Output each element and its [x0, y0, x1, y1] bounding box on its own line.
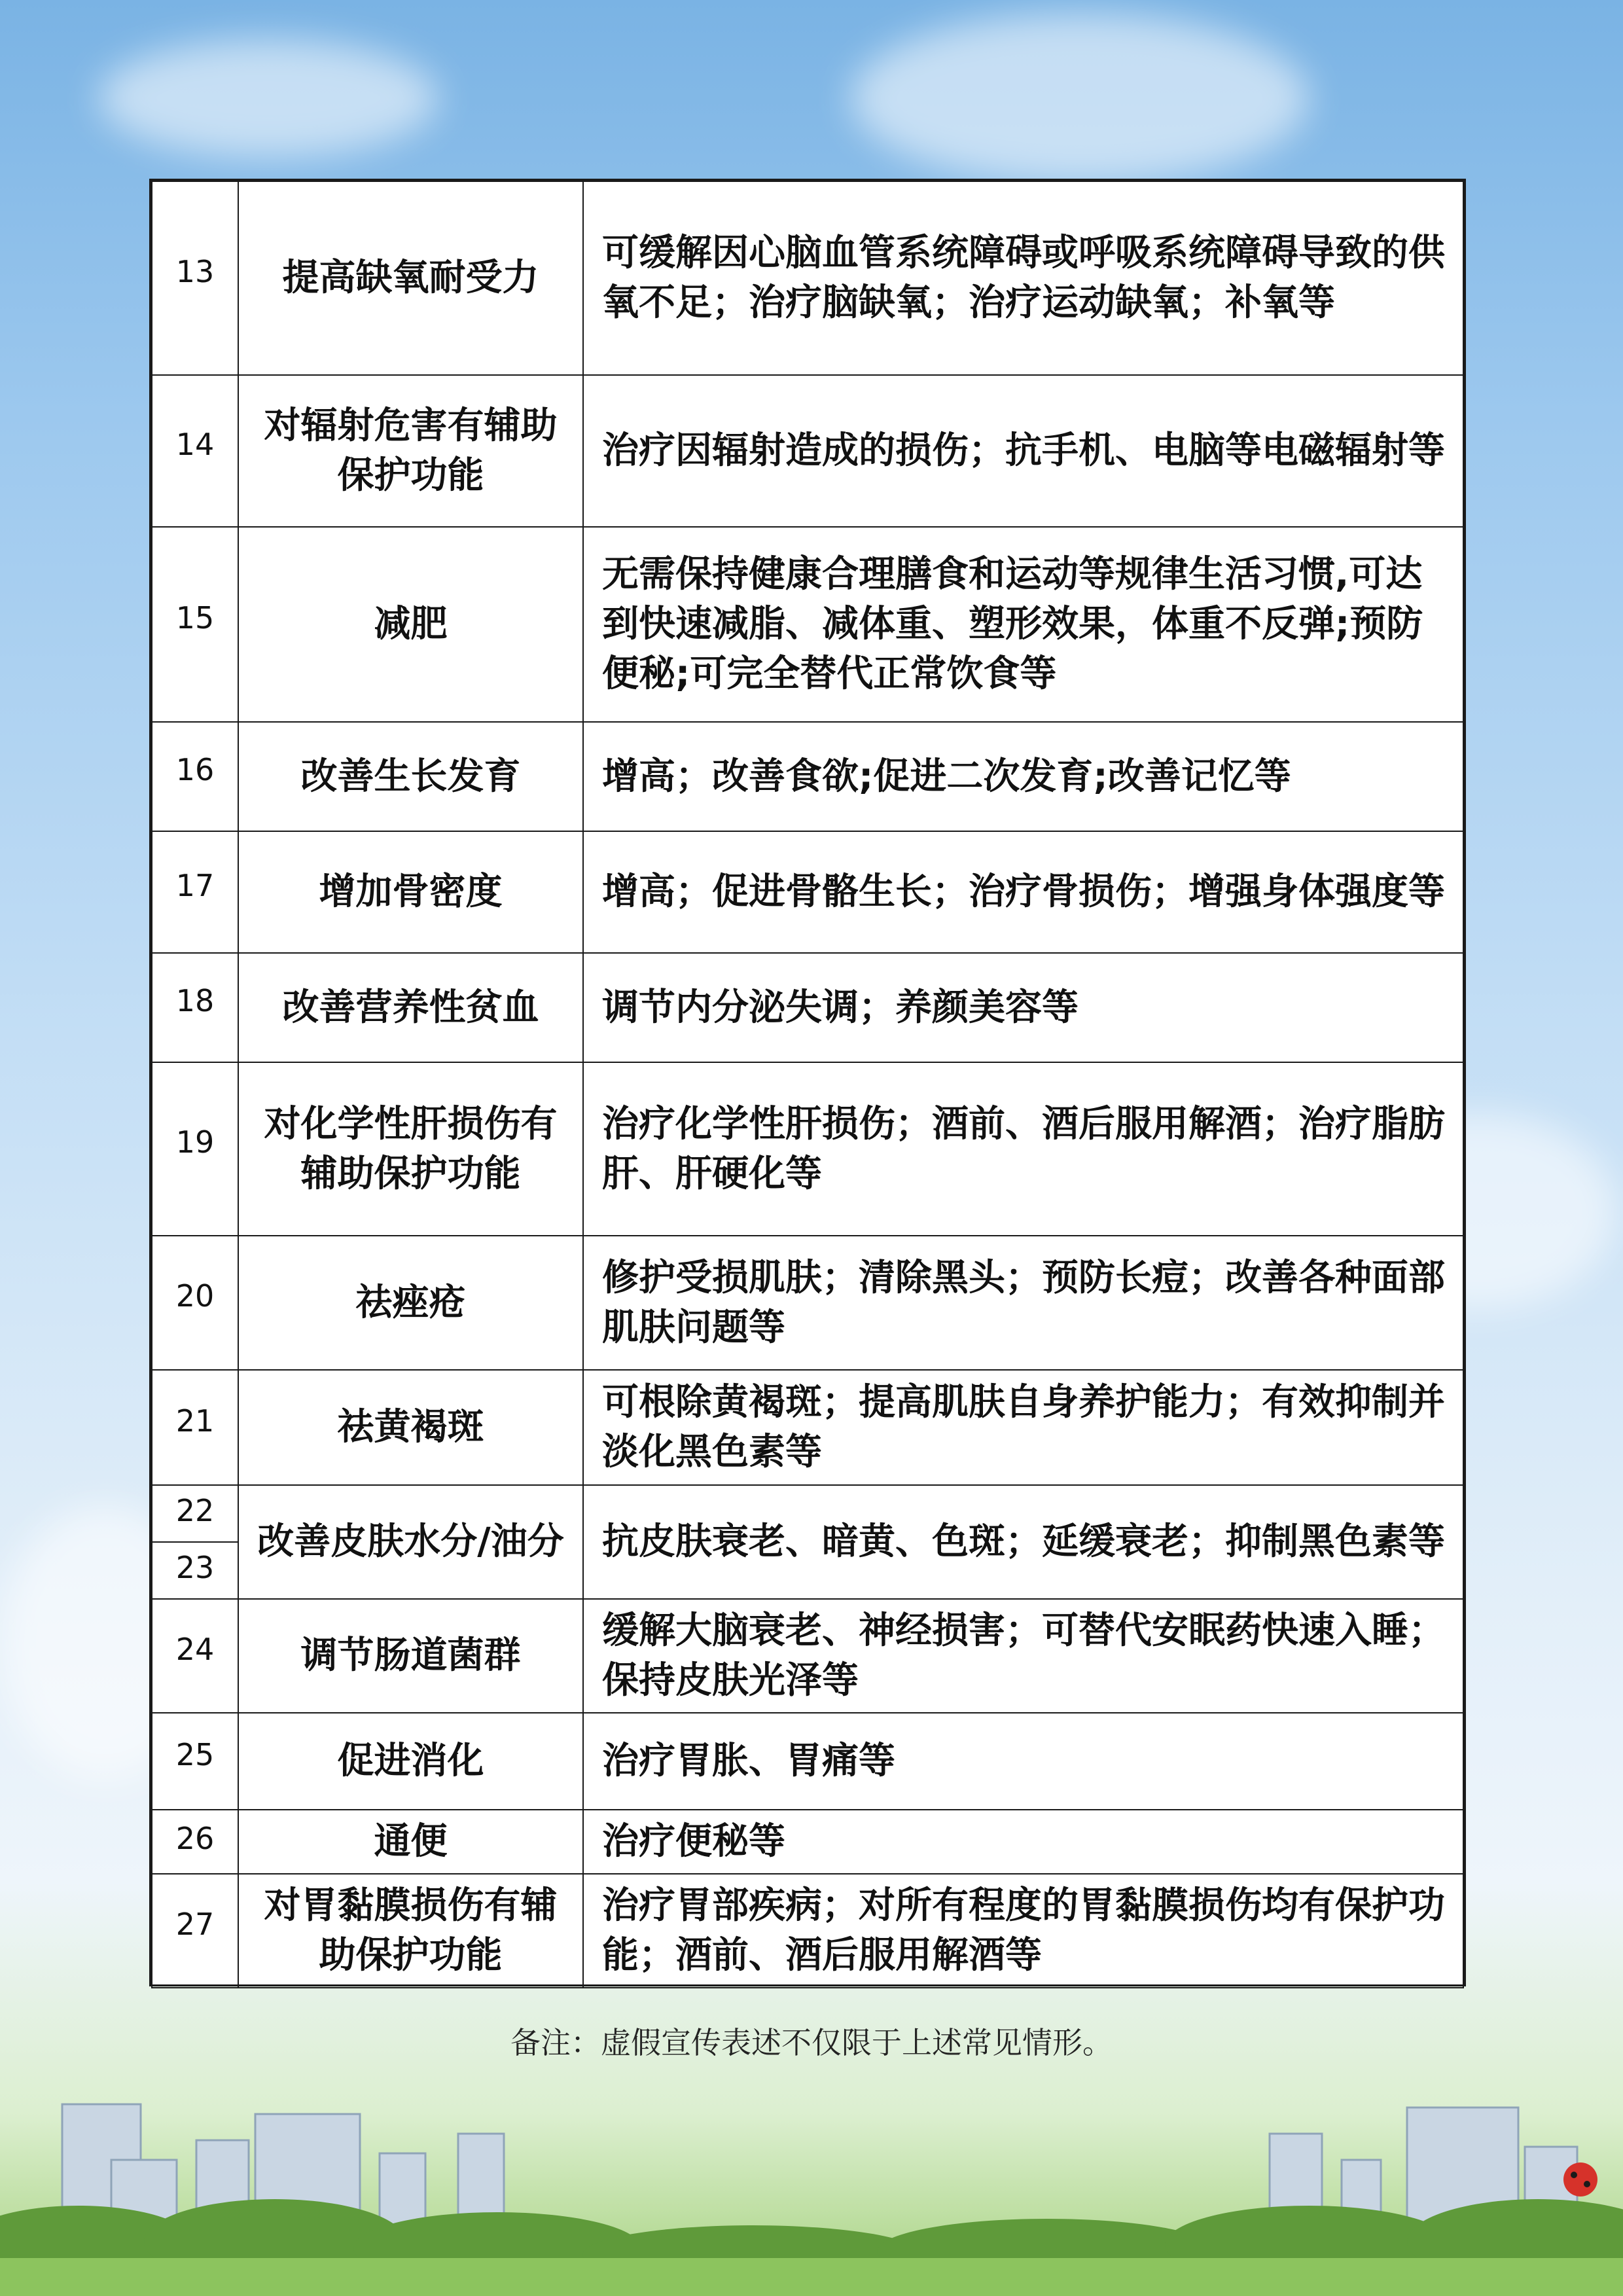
- false-claims-table: [151, 181, 1464, 1988]
- row-number: 25: [152, 1713, 238, 1810]
- table-row: [152, 1370, 1463, 1485]
- table-row: [152, 722, 1463, 831]
- function-name: 改善营养性贫血: [238, 953, 583, 1062]
- function-name: 改善皮肤水分/油分: [238, 1485, 583, 1599]
- table-row: [152, 953, 1463, 1062]
- table-row: [152, 1874, 1463, 1988]
- false-claim-text: 可缓解因心脑血管系统障碍或呼吸系统障碍导致的供氧不足；治疗脑缺氧；治疗运动缺氧；补氧等: [583, 181, 1463, 375]
- row-number: 22: [152, 1485, 238, 1542]
- function-name: 增加骨密度: [238, 831, 583, 953]
- false-claim-text: 调节内分泌失调；养颜美容等: [583, 953, 1463, 1062]
- function-name: 改善生长发育: [238, 722, 583, 831]
- row-number: 14: [152, 375, 238, 527]
- cloud-decoration: [98, 39, 438, 157]
- table-row: [152, 1062, 1463, 1236]
- row-number: 19: [152, 1062, 238, 1236]
- row-number: 15: [152, 527, 238, 722]
- false-claim-text: 无需保持健康合理膳食和运动等规律生活习惯,可达到快速减脂、减体重、塑形效果，体重不反弹;预防便秘;可完全替代正常饮食等: [583, 527, 1463, 722]
- function-name: 减肥: [238, 527, 583, 722]
- table-row: [152, 1599, 1463, 1713]
- false-claim-text: 增高；促进骨骼生长；治疗骨损伤；增强身体强度等: [583, 831, 1463, 953]
- function-name: 对化学性肝损伤有辅助保护功能: [238, 1062, 583, 1236]
- claims-table-card: [149, 179, 1466, 1986]
- function-name: 对辐射危害有辅助保护功能: [238, 375, 583, 527]
- false-claim-text: 缓解大脑衰老、神经损害；可替代安眠药快速入睡；保持皮肤光泽等: [583, 1599, 1463, 1713]
- table-row: [152, 1236, 1463, 1370]
- function-name: 调节肠道菌群: [238, 1599, 583, 1713]
- table-row: [152, 831, 1463, 953]
- false-claim-text: 治疗便秘等: [583, 1810, 1463, 1874]
- table-row: [152, 181, 1463, 375]
- false-claim-text: 增高；改善食欲;促进二次发育;改善记忆等: [583, 722, 1463, 831]
- function-name: 对胃黏膜损伤有辅助保护功能: [238, 1874, 583, 1988]
- false-claim-text: 治疗化学性肝损伤；酒前、酒后服用解酒；治疗脂肪肝、肝硬化等: [583, 1062, 1463, 1236]
- table-row: [152, 527, 1463, 722]
- false-claim-text: 可根除黄褐斑；提高肌肤自身养护能力；有效抑制并淡化黑色素等: [583, 1370, 1463, 1485]
- function-name: 提高缺氧耐受力: [238, 181, 583, 375]
- row-number: 20: [152, 1236, 238, 1370]
- false-claim-text: 修护受损肌肤；清除黑头；预防长痘；改善各种面部肌肤问题等: [583, 1236, 1463, 1370]
- row-number: 16: [152, 722, 238, 831]
- function-name: 祛痤疮: [238, 1236, 583, 1370]
- cloud-decoration: [851, 13, 1309, 183]
- false-claim-text: 治疗因辐射造成的损伤；抗手机、电脑等电磁辐射等: [583, 375, 1463, 527]
- row-number: 26: [152, 1810, 238, 1874]
- row-number: 23: [152, 1542, 238, 1599]
- table-row: [152, 1485, 1463, 1542]
- table-row: [152, 1810, 1463, 1874]
- row-number: 27: [152, 1874, 238, 1988]
- false-claim-text: 抗皮肤衰老、暗黄、色斑；延缓衰老；抑制黑色素等: [583, 1485, 1463, 1599]
- row-number: 17: [152, 831, 238, 953]
- function-name: 促进消化: [238, 1713, 583, 1810]
- table-row: [152, 375, 1463, 527]
- row-number: 13: [152, 181, 238, 375]
- city-skyline-illustration: [0, 2081, 1623, 2296]
- row-number: 18: [152, 953, 238, 1062]
- function-name: 祛黄褐斑: [238, 1370, 583, 1485]
- false-claim-text: 治疗胃部疾病；对所有程度的胃黏膜损伤均有保护功能；酒前、酒后服用解酒等: [583, 1874, 1463, 1988]
- footnote-remark: 备注：虚假宣传表述不仅限于上述常见情形。: [510, 2025, 1113, 2060]
- function-name: 通便: [238, 1810, 583, 1874]
- row-number: 21: [152, 1370, 238, 1485]
- table-row: [152, 1713, 1463, 1810]
- row-number: 24: [152, 1599, 238, 1713]
- false-claim-text: 治疗胃胀、胃痛等: [583, 1713, 1463, 1810]
